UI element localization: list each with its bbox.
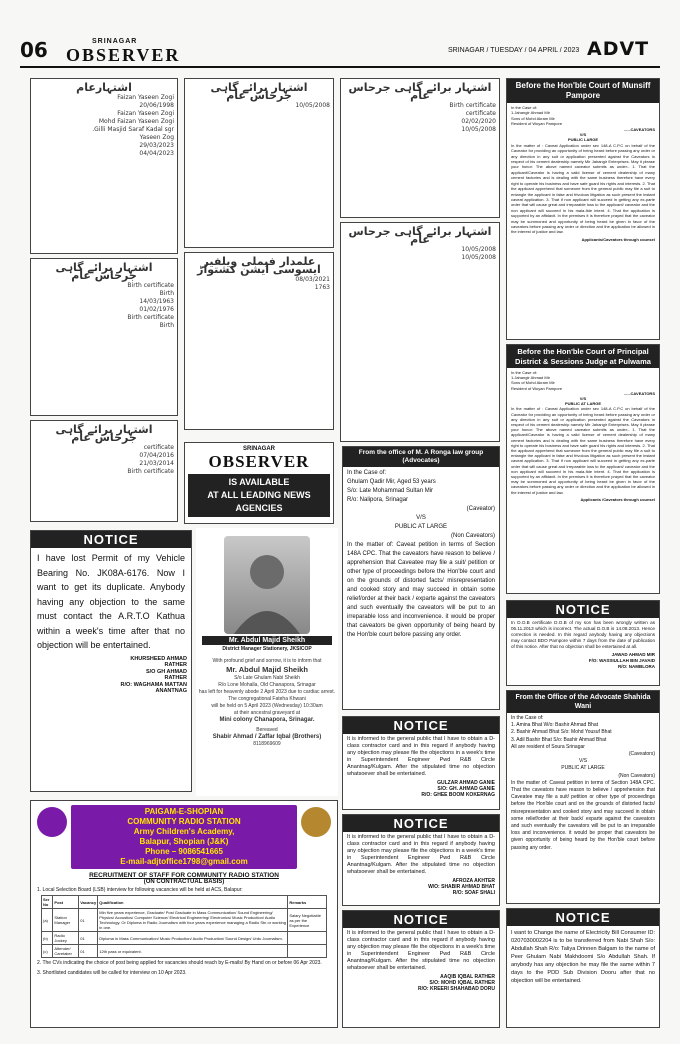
notice-electricity-name: [506, 908, 660, 1028]
obituary-parent: S/o Late Ghulam Nabi Sheikh: [234, 675, 300, 681]
shahida-caveat-notice: [506, 690, 660, 904]
page-header: [0, 0, 680, 62]
obituary-fateha: The congregational Fateha Khwani: [228, 696, 306, 702]
table-cell: (a): [42, 909, 53, 932]
radio-line: COMMUNITY RADIO STATION: [127, 817, 241, 826]
table-cell: Salary Negotiable as per the Experience: [288, 909, 327, 932]
versus-label: V/S: [579, 396, 587, 402]
urdu-notice-1: [30, 78, 178, 254]
notice-line: 02/02/2020: [461, 118, 496, 125]
urdu-notice-heading: اشتہار برائے گاہی جرحاس عام: [348, 225, 492, 246]
notice-line: Birth: [159, 290, 174, 297]
notice-line: Birth: [159, 322, 174, 329]
recruit-item: 1. Local Selection Board (LSB) interview for following vacancies will be held at ACS, Balapur:: [37, 887, 243, 893]
table-header: Ser No: [42, 896, 53, 909]
signature-line: S/O GH AHMAD: [145, 668, 187, 675]
signature-line: W/O: SHABIR AHMAD BHAT: [428, 884, 495, 890]
case-line: In the Case of:: [347, 470, 387, 476]
urdu-notice-heading: اشتہار برائے گاہی جرحاس عام: [55, 261, 153, 282]
caveat-footer: Applicants /Caveators through counsel: [580, 496, 655, 502]
notice-line: 1763: [314, 284, 330, 291]
notice-line: 10/05/2008: [295, 102, 330, 109]
notice-line: 07/04/2016: [139, 452, 174, 459]
caveat-body: In the matter of : Caveat Application under sec 148-A C.P.C on behalf of the Caveator for providing an opportunity of being heard before passing any order or any direction in any suit or application presented against the Caveators in respect of his cement dealership namely Mir Jahangir Enterprises. May it please your honor: The above named caveator submits as under:- 1. That the applicant/Caveator is having a valid license of cement dealership of many cement factories and is dealing with the same business therefore have every right to operate his business and have safe guard his rights and interests. 2. That the applicant apprehend that someone from the general public may file a suit to entangle the applicant in false and frivolous litigation as such present the instant caveat application. 3. That if non applicant will succeed in getting any ex-parte order that will cause great and irreparable loss to the applicant/ caveator and the non applicant will succeed in his mala-fide intent. 4. That the application is supported by an affidavit. In the premises it is therefore prayed that the caveator may be summoned and opportunity of being heard be given in favor of the caveators before passing any order or direction and the application be allowed in the interest of justice and law.: [511, 406, 655, 495]
caveator-label: ......CAVEATORS: [623, 126, 655, 132]
recruit-subtitle: (ON CONTRACTUAL BASIS): [143, 879, 225, 885]
table-cell: 01: [79, 945, 98, 958]
urdu-notice-heading: اشتہار برائے گاہی جرحاس عام: [55, 423, 153, 444]
notice-body: In D.O.B certificate D.O.B of my son has been wrongly written as 06.11.2013 which is incorrect. The actual D.O.B is 14.08.2013. Hence correction is needed. In this regard anybody having any objections may contact BDO Pampore within 7 days from the date of publication of this notice. After that no objection shall be entertained at all.: [511, 620, 655, 649]
recruit-item: 3. Shortlisted candidates will be called for interview on 10 Apr 2023.: [37, 970, 187, 976]
obituary-role: District Manager Stationery, JKSICOP: [222, 646, 312, 652]
notice-body: It is informed to the general public that I have to obtain a D-class contractor card and in this regard if anybody having any objection may please file the objections in a week's time in Superintendent Engineer Pwd R&B Circle Anantnag/Kulgam. After the stipulated time no objection whatsoever shall be entertained.: [347, 930, 495, 971]
observer-availability-ad: [184, 442, 334, 524]
masthead-city: SRINAGAR: [92, 38, 138, 45]
signature-line: AFROZA AKHTER: [452, 878, 495, 884]
case-line: All are resident of Soura Srinagar: [511, 743, 585, 750]
notice-line: 10/05/2008: [461, 254, 496, 261]
urdu-notice-heading: اشتہار برائے گاہی جرحاس عام: [210, 81, 308, 102]
table-cell: [288, 945, 327, 958]
case-line: Sons of Mohd Akram Mir: [511, 115, 555, 121]
caveat-title: From the Office of the Advocate Shahida Wani: [507, 691, 659, 713]
page-number: 06: [20, 38, 48, 62]
signature-line: F/O: WASSIULLAH BIN JAVAID: [588, 658, 655, 663]
obituary-fateha: at their ancestral graveyard at: [233, 710, 301, 716]
caveat-title: From the office of M. A Ronga law group (Advocates): [343, 447, 499, 467]
table-cell: (c): [42, 945, 53, 958]
caveat-title: Before the Hon'ble Court of Principal District & Sessions Judge at Pulwama: [507, 345, 659, 368]
obituary-ad: [196, 528, 338, 796]
table-cell: Diploma in Mass Communication/ Music Production/ Audio Production/ Sound Design/ Urdu Journalism.: [98, 932, 288, 945]
public-label: PUBLIC LARGE: [568, 137, 598, 143]
signature-line: R/O: WAGHAMA MATTAN: [120, 681, 187, 688]
obituary-fateha: will be held on 5 April 2023 (Wednesday) 10:30am: [211, 703, 323, 709]
case-line: 1. Amina Bhat W/o: Bashir Ahmad Bhat: [511, 722, 598, 729]
case-line: R/o: Nalipora, Srinagar: [347, 497, 409, 503]
case-line: 1.Jahangir Ahmad Mir: [511, 110, 550, 116]
public-label: PUBLIC AT LARGE: [565, 401, 601, 407]
vacancy-table: [41, 895, 327, 958]
obituary-venue: Mini colony Chanapora, Srinagar.: [219, 717, 315, 723]
signature-line: JAWAD AHMAD MIR: [611, 652, 655, 657]
caveator-label: ......CAVEATORS: [623, 390, 655, 396]
urdu-notice-6: [340, 78, 500, 218]
urdu-notice-heading: اشتہار برائے گاہی جرحاس عام: [348, 81, 492, 102]
case-line: Resident of Wuyan Pampore: [511, 385, 563, 391]
signature-line: AAQIB IQBAL RATHER: [440, 974, 495, 980]
notice-line: Yaseen Zog: [139, 134, 174, 141]
notice-line: 08/03/2021: [295, 276, 330, 283]
ad-line: AT ALL LEADING NEWS: [207, 490, 311, 500]
notice-line: Faizan Yaseen Zogi: [117, 94, 174, 101]
notice-lost-permit: [30, 530, 192, 792]
table-header: Post: [53, 896, 79, 909]
ronga-caveat-notice: [342, 446, 500, 710]
urdu-notice-3: [30, 420, 178, 522]
public-label: PUBLIC AT LARGE: [394, 524, 448, 530]
recruit-title: RECRUITMENT OF STAFF FOR COMMUNITY RADIO STATION: [89, 872, 279, 879]
dateline: SRINAGAR / TUESDAY / 04 APRIL / 2023: [448, 47, 580, 54]
obituary-intro: With profound grief and sorrow, it is to inform that: [212, 658, 322, 664]
notice-body: I have lost Permit of my Vehicle Bearing No. JK08A-6176. Now I want to get its duplicate. Anybody having any objection to the same must contact the A.R.T.O Kathua within a week's time after that no objection will be entertained.: [37, 553, 185, 650]
case-line: Resident of Wuyan Pampore: [511, 121, 563, 127]
signature-line: S/O: MOHD IQBAL RATHER: [429, 980, 495, 986]
radio-email: E-mail-adjtoffice1798@gmail.com: [120, 857, 248, 866]
notice-title: NOTICE: [507, 909, 659, 926]
notice-title: NOTICE: [31, 531, 191, 548]
table-header: Remarks: [288, 896, 327, 909]
table-cell: 01: [79, 932, 98, 945]
radio-line: Balapur, Shopian (J&K): [139, 837, 229, 846]
caveat-title: Before the Hon'ble Court of Munsiff Pampore: [507, 79, 659, 103]
academy-logo-icon: [301, 807, 331, 837]
notice-line: Mohd Faizan Yaseen Zogi: [98, 118, 174, 125]
radio-line: PAIGAM-E-SHOPIAN: [144, 807, 224, 816]
table-cell: Attender/ Caretaker: [53, 945, 79, 958]
notice-line: 29/03/2023: [139, 142, 174, 149]
obituary-address: R/o Lone Mohalla, Old Chanapora, Srinagar: [218, 682, 316, 688]
table-cell: 12th pass or equivalent.: [98, 945, 288, 958]
table-cell: (b): [42, 932, 53, 945]
notice-line: 01/02/1976: [139, 306, 174, 313]
notice-title: NOTICE: [507, 601, 659, 618]
signature-line: GULZAR AHMAD GANIE: [437, 780, 495, 786]
radio-banner: [71, 805, 297, 869]
case-line: 3. Adil Bashir Bhat S/o: Bashir Ahmad Bhat: [511, 736, 607, 743]
notice-contractor-2: [342, 814, 500, 906]
section-label: ADVT: [587, 38, 650, 60]
versus-label: V/S: [416, 515, 426, 521]
table-cell: Station Manager: [53, 909, 79, 932]
recruit-item: 2. The CVs indicating the choice of post being applied for vacancies should reach by E-mails/ By Hand on or before 06 Apr 2023.: [37, 960, 322, 966]
obituary-caption-name: Mr. Abdul Majid Sheikh: [202, 636, 332, 645]
ad-line: IS AVAILABLE: [228, 477, 290, 487]
notice-contractor-3: [342, 910, 500, 1028]
obituary-bereaved: Shabir Ahmad / Zaffar Iqbal (Brothers): [212, 734, 322, 740]
notice-line: Faizan Yaseen Zogi: [117, 110, 174, 117]
non-caveators-label: (Non Caveators): [450, 533, 495, 539]
signature-line: ANANTNAG: [155, 688, 187, 694]
caveat-body: In the matter of : Caveat Application under sec 148-A C.P.C on behalf of the Caveator for providing an opportunity of being heard before passing any order or any direction in any suit or application presented against the Caveators in respect of his cement dealership namely Mir Jahangir Enterprises. May it please your honor: The above named caveator submits as under:- 1. That the applicant/Caveator is having a valid license of cement dealership of many cement factories and is dealing with the same business therefore have every right to operate his business and have safe guard his rights and interests. 2. That the applicant apprehend that someone from the general public may file a suit to entangle the applicant in false and frivolous litigation as such present the instant caveat application. 3. That if non applicant will succeed in getting any ex-parte order that will cause great and irreparable loss to the applicant/ caveator and the non applicant will succeed in his mala-fide intent. 4. That the application is supported by an affidavit. In the premises it is therefore prayed that the caveator may be summoned and opportunity of being heard be given in favor of the caveators before passing any order or direction and the application be allowed in the interest of justice and law.: [511, 142, 655, 235]
case-line: S/o: Late Mohammad Sultan Mir: [347, 488, 434, 494]
munsiff-caveat-notice: [506, 78, 660, 340]
notice-line: 14/03/1963: [139, 298, 174, 305]
notice-line: 10/05/2008: [461, 126, 496, 133]
notice-line: Birth certificate: [127, 468, 174, 475]
notice-body: It is informed to the general public that I have to obtain a D-class contractor card and in this regard if anybody having any objection may please file the objections in a week's time in Superintendent Engineer Pwd R&B Circle Anantnag/Kulgam. After the stipulated time no objection whatsoever shall be entertained.: [347, 736, 495, 777]
caveat-body: In the matter of: Caveat petition in terms of Section 148A CPC. That the caveators have reason to believe / apprehension that Caveatee may file a suit/ petition or other type of proceedings before the Hon'ble court and on the grounds of distorted facts/ misrepresentation and cooked story and may succeed in obtain some relief/order at their back/ exparte against the caveators and such eventually the caveators will be put to an irreparable loss and inconvenience. it would be proper that caveators be given opportunity of being heard by the Hon'ble court before passing any order.: [511, 779, 655, 851]
ad-masthead: OBSERVER: [208, 452, 310, 471]
versus-label: V/S: [578, 758, 588, 765]
signature-line: S/O: GH. AHMAD GANIE: [437, 786, 495, 792]
radio-logo-icon: [37, 807, 67, 837]
signature-line: R/O: NAMBLORA: [618, 664, 655, 669]
urdu-notice-4: [184, 78, 334, 248]
notice-line: Birth certificate: [449, 102, 496, 109]
notice-line: Gilli Masjid Saraf Kadal sgr.: [92, 126, 174, 133]
urdu-notice-heading: اشتہارعام: [76, 81, 132, 94]
table-header: Qualification: [98, 896, 288, 909]
urdu-notice-5: [184, 252, 334, 430]
obituary-event: has left for heavenly abode 2 April 2023 due to cardiac arrest.: [198, 689, 336, 695]
notice-line: 10/05/2008: [461, 246, 496, 253]
notice-line: 20/06/1998: [139, 102, 174, 109]
caveat-body: In the matter of: Caveat petition in terms of Section 148A CPC. That the caveators have reason to believe / apprehension that Caveatee may file a suit/ petition or other type of proceedings before the Hon'ble court and on the grounds of distorted facts/ misrepresentation and cooked story and may succeed in obtain some relief/order at their back / exparte against the caveators and such eventually the caveators will be put to an irreparable loss and inconvenience. it would be proper that caveators be given opportunity of being heard by the Hon'ble court before passing any order.: [347, 542, 495, 638]
case-line: Sons of Mohd Akram Mir: [511, 380, 555, 386]
notice-contractor-1: [342, 716, 500, 810]
case-line: Ghulam Qadir Mir, Aged 53 years: [347, 479, 436, 485]
table-row: [42, 909, 327, 932]
notice-line: 04/04/2023: [139, 150, 174, 157]
caveat-footer: Applicants/Caveators through counsel: [581, 236, 655, 242]
table-cell: Radio Jockey: [53, 932, 79, 945]
portrait-photo: [224, 536, 310, 634]
signature-line: R/O: KREERI SHAHABAD DORU: [418, 986, 495, 992]
obituary-phone: 8118969609: [253, 741, 281, 747]
masthead: OBSERVER: [66, 45, 181, 62]
notice-line: Birth certificate: [127, 314, 174, 321]
notice-title: NOTICE: [343, 911, 499, 928]
ad-masthead-city: SRINAGAR: [242, 446, 275, 452]
notice-title: NOTICE: [343, 815, 499, 832]
notice-line: certificate: [143, 444, 174, 451]
sessions-caveat-notice: [506, 344, 660, 594]
public-label: PUBLIC AT LARGE: [561, 765, 605, 772]
table-row: [42, 945, 327, 958]
table-cell: Min five years experience, Graduate/ Post Graduate in Mass Communication/ Sound Engineering/ Physics/ Acoustics/ Computer Science/ Electrical Engineering/ Electronics/ Music Production/ Audio Technology. Or Diploma in Radio Journalism with four years experience managing a Radio Stn or working in one.: [99, 910, 286, 930]
radio-phone: Phone – 9086541665: [145, 847, 223, 856]
signature-line: R/O: GHEE BOOM KOKERNAG: [421, 792, 495, 798]
versus-label: V/S: [579, 132, 587, 138]
notice-line: 21/03/2014: [139, 460, 174, 467]
caveator-label: (Caveator): [466, 506, 495, 512]
table-header: Vacancy: [79, 896, 98, 909]
notice-title: NOTICE: [343, 717, 499, 734]
radio-recruitment-ad: [30, 800, 338, 1028]
case-line: 2. Bashir Ahmad Bhat S/o: Mohd Yousuf Bhat: [511, 729, 612, 736]
notice-dob-correction: [506, 600, 660, 686]
notice-body: It is informed to the general public that I have to obtain a D-class contractor card and in this regard if anybody having any objection may please file the objections in a week's time in Superintendent Engineer Pwd R&B Circle Anantnag/Kulgam. After the stipulated time no objection whatsoever shall be entertained.: [347, 834, 495, 875]
caveator-label: (Caveators): [628, 751, 655, 758]
notice-line: certificate: [465, 110, 496, 117]
signature-line: KHURSHEED AHMAD: [130, 655, 187, 662]
case-line: In the Case of:: [511, 370, 538, 375]
urdu-notice-heading: علمدار فیملی ویلفیر ایسوسی ایشن کشتواڑ: [197, 255, 321, 276]
case-line: In the Case of:: [511, 715, 544, 721]
notice-body: I want to Change the name of Electricity Bill Consumer ID: 0207030002204 is to be transferred from Nabi Shah S/o: Abdullah Shah R/o: Taliya Drinnen Balgam to the name of Peer Ghulam Nabi Makhdoomi S/o Abdullah Shah. If anybody has any objection he may file the same within 7 days to the PDD Sub Division Dooru after that no objection will be entertained.: [511, 930, 655, 984]
non-caveators-label: (Non Caveators): [618, 772, 655, 779]
notice-line: Birth certificate: [127, 282, 174, 289]
case-line: 1.Jahangir Ahmad Mir: [511, 375, 550, 381]
signature-line: RATHER: [164, 662, 187, 668]
header-rule: [20, 66, 660, 68]
radio-line: Army Children's Academy,: [133, 827, 235, 836]
signature-line: RATHER: [164, 675, 187, 681]
signature-line: R/O: SOAF SHALI: [452, 890, 495, 896]
urdu-notice-7: [340, 222, 500, 442]
urdu-notice-2: [30, 258, 178, 416]
table-cell: [288, 932, 327, 945]
table-row: [42, 932, 327, 945]
obituary-name: Mr. Abdul Majid Sheikh: [226, 665, 308, 674]
ad-line: AGENCIES: [235, 503, 283, 513]
portrait-icon: [224, 536, 310, 634]
case-line: In the Case of:: [511, 105, 538, 110]
table-cell: 01: [79, 909, 98, 932]
obituary-bereaved-label: Bereaved: [256, 727, 278, 733]
